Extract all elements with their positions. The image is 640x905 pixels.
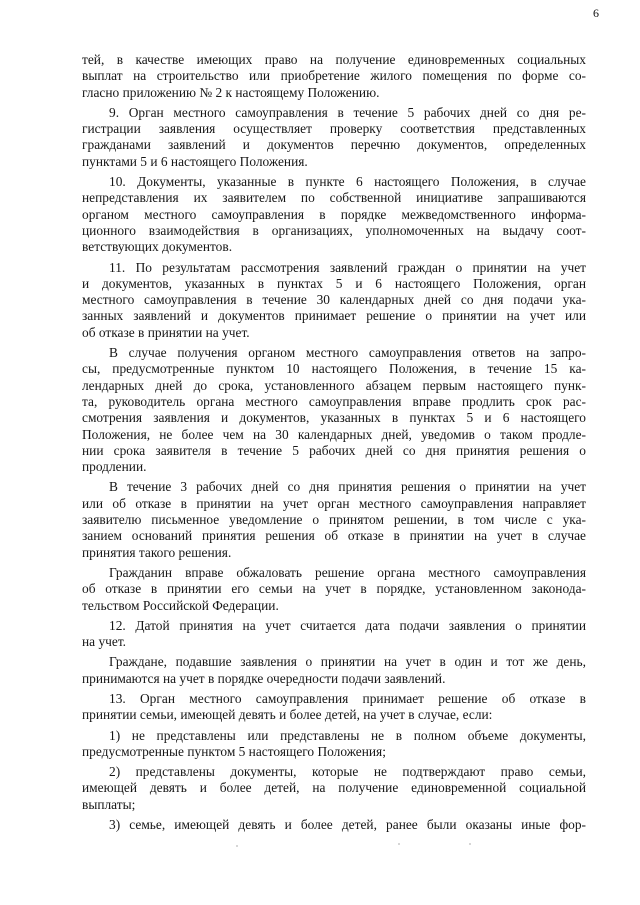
paragraph-p11c <box>82 479 586 560</box>
paragraph-p9 <box>82 105 586 170</box>
text-line: 9. Орган местного самоуправления в течение 5 рабочих дней со дня ре- <box>109 104 586 120</box>
text-line: принятии семьи, имеющей девять и более детей, на учет в случае, если: <box>82 707 493 723</box>
text-line: нии срока заявителя в течение 5 рабочих дней со дня принятия решения о <box>82 442 586 458</box>
text-line: выплаты; <box>82 796 136 812</box>
paragraph-p11 <box>82 260 586 341</box>
paragraph-p12b <box>82 654 586 687</box>
text-line: гражданами заявлений и документов перечню документов, определенных <box>82 137 586 153</box>
text-line: ционного взаимодействия в организациях, уполномоченных на выдачу соот- <box>82 222 586 238</box>
text-line: 3) семье, имеющей девять и более детей, ранее были оказаны иные фор- <box>109 817 586 833</box>
paragraph-p13_2 <box>82 764 586 813</box>
page-number: 6 <box>593 6 599 20</box>
text-line: 12. Датой принятия на учет считается дата подачи заявления о принятии <box>109 617 586 633</box>
scan-speck <box>398 843 400 845</box>
text-line: предусмотренные пунктом 5 настоящего Положения; <box>82 743 386 759</box>
text-line: сы, предусмотренные пунктом 10 настоящего Положения, в течение 15 ка- <box>82 361 586 377</box>
text-line: об отказе в принятии на учет. <box>82 324 250 340</box>
text-line: выплат на строительство или приобретение жилого помещения по форме со- <box>82 68 586 84</box>
paragraph-p13_3 <box>82 817 586 833</box>
text-line: имеющей девять и более детей, на получение единовременной социальной <box>82 780 586 796</box>
scan-speck <box>469 843 471 845</box>
paragraph-p13 <box>82 691 586 724</box>
paragraph-p11b <box>82 345 586 475</box>
text-line: 10. Документы, указанные в пункте 6 настоящего Положения, в случае <box>109 174 586 190</box>
text-line: 13. Орган местного самоуправления принимает решение об отказе в <box>109 690 586 706</box>
text-line: 2) представлены документы, которые не подтверждают право семьи, <box>109 764 586 780</box>
text-line: Граждане, подавшие заявления о принятии на учет в один и тот же день, <box>109 654 586 670</box>
text-line: органом местного самоуправления в порядке межведомственного информа- <box>82 206 586 222</box>
text-line: 11. По результатам рассмотрения заявлений граждан о принятии на учет <box>109 259 586 275</box>
text-line: местного самоуправления в течение 30 календарных дней со дня подачи ука- <box>82 292 586 308</box>
text-line: продлении. <box>82 459 147 475</box>
text-line: та, руководитель органа местного самоуправления вправе продлить срок рас- <box>82 393 586 409</box>
text-line: заявителю письменное уведомление о принятом решении, в том числе с ука- <box>82 512 586 528</box>
text-line: тельством Российской Федерации. <box>82 597 279 613</box>
text-line: лендарных дней до срока, установленного абзацем первым настоящего пунк- <box>82 377 586 393</box>
text-line: или об отказе в принятии на учет орган местного самоуправления направляет <box>82 495 586 511</box>
text-line: смотрения заявления и документов, указанных в пунктах 5 и 6 настоящего <box>82 410 586 426</box>
text-line: непредставления их заявителем по собственной инициативе запрашиваются <box>82 190 586 206</box>
text-line: В случае получения органом местного самоуправления ответов на запро- <box>109 345 586 361</box>
text-line: принятия такого решения. <box>82 544 232 560</box>
text-line: занных заявлений и документов принимает решение о принятии на учет или <box>82 308 586 324</box>
text-line: гласно приложению № 2 к настоящему Положению. <box>82 84 380 100</box>
text-line: В течение 3 рабочих дней со дня принятия решения о принятии на учет <box>109 479 586 495</box>
text-line: ветствующих документов. <box>82 239 233 255</box>
scan-speck <box>236 845 238 847</box>
text-line: об отказе в принятии его семьи на учет в порядке, установленном законода- <box>82 581 586 597</box>
text-line: Гражданин вправе обжаловать решение органа местного самоуправления <box>109 564 586 580</box>
paragraph-p10 <box>82 174 586 255</box>
text-line: 1) не представлены или представлены не в полном объеме документы, <box>109 727 586 743</box>
paragraph-p0 <box>82 52 586 101</box>
text-line: на учет. <box>82 634 127 650</box>
paragraph-p12 <box>82 618 586 651</box>
paragraph-p11d <box>82 565 586 614</box>
text-line: тей, в качестве имеющих право на получение единовременных социальных <box>82 52 586 67</box>
text-line: пунктами 5 и 6 настоящего Положения. <box>82 153 308 169</box>
paragraph-p13_1 <box>82 728 586 761</box>
document-body <box>82 52 586 833</box>
text-line: Положения, не более чем на 30 календарных дней, уведомив о таком продле- <box>82 426 586 442</box>
text-line: и документов, указанных в пунктах 5 и 6 настоящего Положения, орган <box>82 275 586 291</box>
text-line: занием оснований принятия решения об отказе в принятии на учет в случае <box>82 528 586 544</box>
text-line: принимаются на учет в порядке очередности подачи заявлений. <box>82 670 446 686</box>
text-line: гистрации заявления осуществляет проверку соответствия представленных <box>82 121 586 137</box>
